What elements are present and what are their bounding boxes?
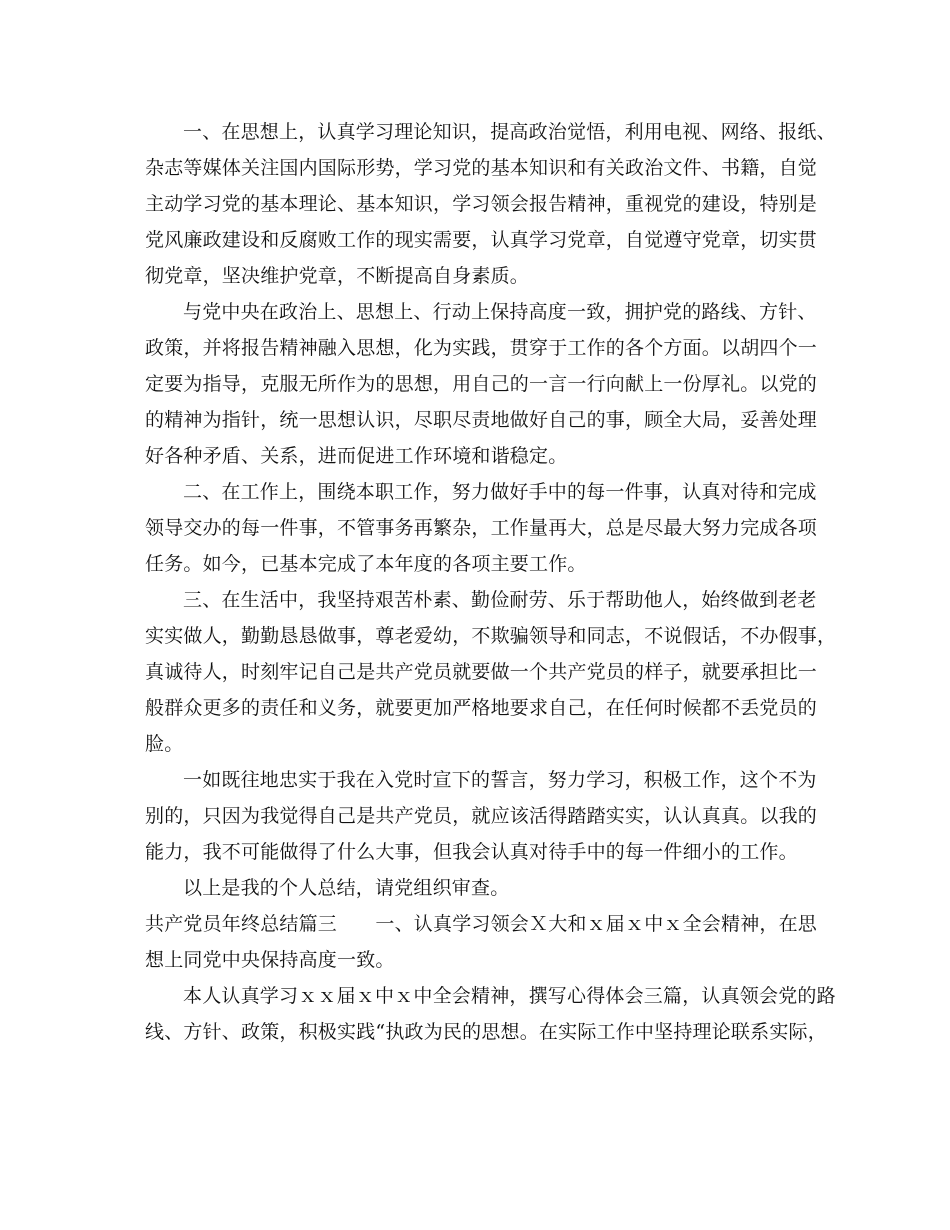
paragraph-line: 以上是我的个人总结，请党组织审查。: [183, 877, 510, 899]
section-heading-line: 共产党员年终总结篇三 一、认真学习领会Ｘ大和ｘ届ｘ中ｘ全会精神，在思: [145, 913, 818, 935]
paragraph-line: 领导交办的每一件事，不管事务再繁杂，工作量再大，总是尽最大努力完成各项: [145, 517, 818, 539]
paragraph-line: 般群众更多的责任和义务，就要更加严格地要求自己，在任何时候都不丢党员的: [145, 697, 818, 719]
paragraph-line: 真诚待人，时刻牢记自己是共产党员就要做一个共产党员的样子，就要承担比一: [145, 661, 818, 683]
paragraph-line: 脸。: [145, 733, 184, 755]
paragraph-line: 一、在思想上，认真学习理论知识，提高政治觉悟，利用电视、网络、报纸、: [183, 121, 836, 143]
paragraph-line: 定要为指导，克服无所作为的思想，用自己的一言一行向献上一份厚礼。以党的: [145, 373, 818, 395]
paragraph-line: 二、在工作上，围绕本职工作，努力做好手中的每一件事，认真对待和完成: [183, 481, 817, 503]
paragraph-line: 杂志等媒体关注国内国际形势，学习党的基本知识和有关政治文件、书籍，自觉: [145, 157, 818, 179]
paragraph-line: 能力，我不可能做得了什么大事，但我会认真对待手中的每一件细小的工作。: [145, 841, 798, 863]
paragraph-line: 任务。如今，已基本完成了本年度的各项主要工作。: [145, 553, 587, 575]
paragraph-line: 政策，并将报告精神融入思想，化为实践，贯穿于工作的各个方面。以胡四个一: [145, 337, 818, 359]
paragraph-line: 彻党章，坚决维护党章，不断提高自身素质。: [145, 265, 530, 287]
paragraph-line: 与党中央在政治上、思想上、行动上保持高度一致，拥护党的路线、方针、: [183, 301, 817, 323]
paragraph-line: 党风廉政建设和反腐败工作的现实需要，认真学习党章，自觉遵守党章，切实贯: [145, 229, 818, 251]
paragraph-line: 三、在生活中，我坚持艰苦朴素、勤俭耐劳、乐于帮助他人，始终做到老老: [183, 589, 817, 611]
paragraph-line: 好各种矛盾、关系，进而促进工作环境和谐稳定。: [145, 445, 568, 467]
paragraph-line: 实实做人，勤勤恳恳做事，尊老爱幼，不欺骗领导和同志，不说假话，不办假事，: [145, 625, 837, 647]
paragraph-line: 一如既往地忠实于我在入党时宣下的誓言，努力学习，积极工作，这个不为: [183, 769, 817, 791]
paragraph-line: 线、方针、政策，积极实践“执政为民的思想。在实际工作中坚持理论联系实际，: [145, 1021, 827, 1043]
paragraph-line: 的精神为指针，统一思想认识，尽职尽责地做好自己的事，顾全大局，妥善处理: [145, 409, 818, 431]
paragraph-line: 主动学习党的基本理论、基本知识，学习领会报告精神，重视党的建设，特别是: [145, 193, 818, 215]
paragraph-line: 别的，只因为我觉得自己是共产党员，就应该活得踏踏实实，认认真真。以我的: [145, 805, 818, 827]
paragraph-line: 本人认真学习ｘｘ届ｘ中ｘ中全会精神，撰写心得体会三篇，认真领会党的路: [183, 985, 836, 1007]
paragraph-line: 想上同党中央保持高度一致。: [145, 949, 395, 971]
